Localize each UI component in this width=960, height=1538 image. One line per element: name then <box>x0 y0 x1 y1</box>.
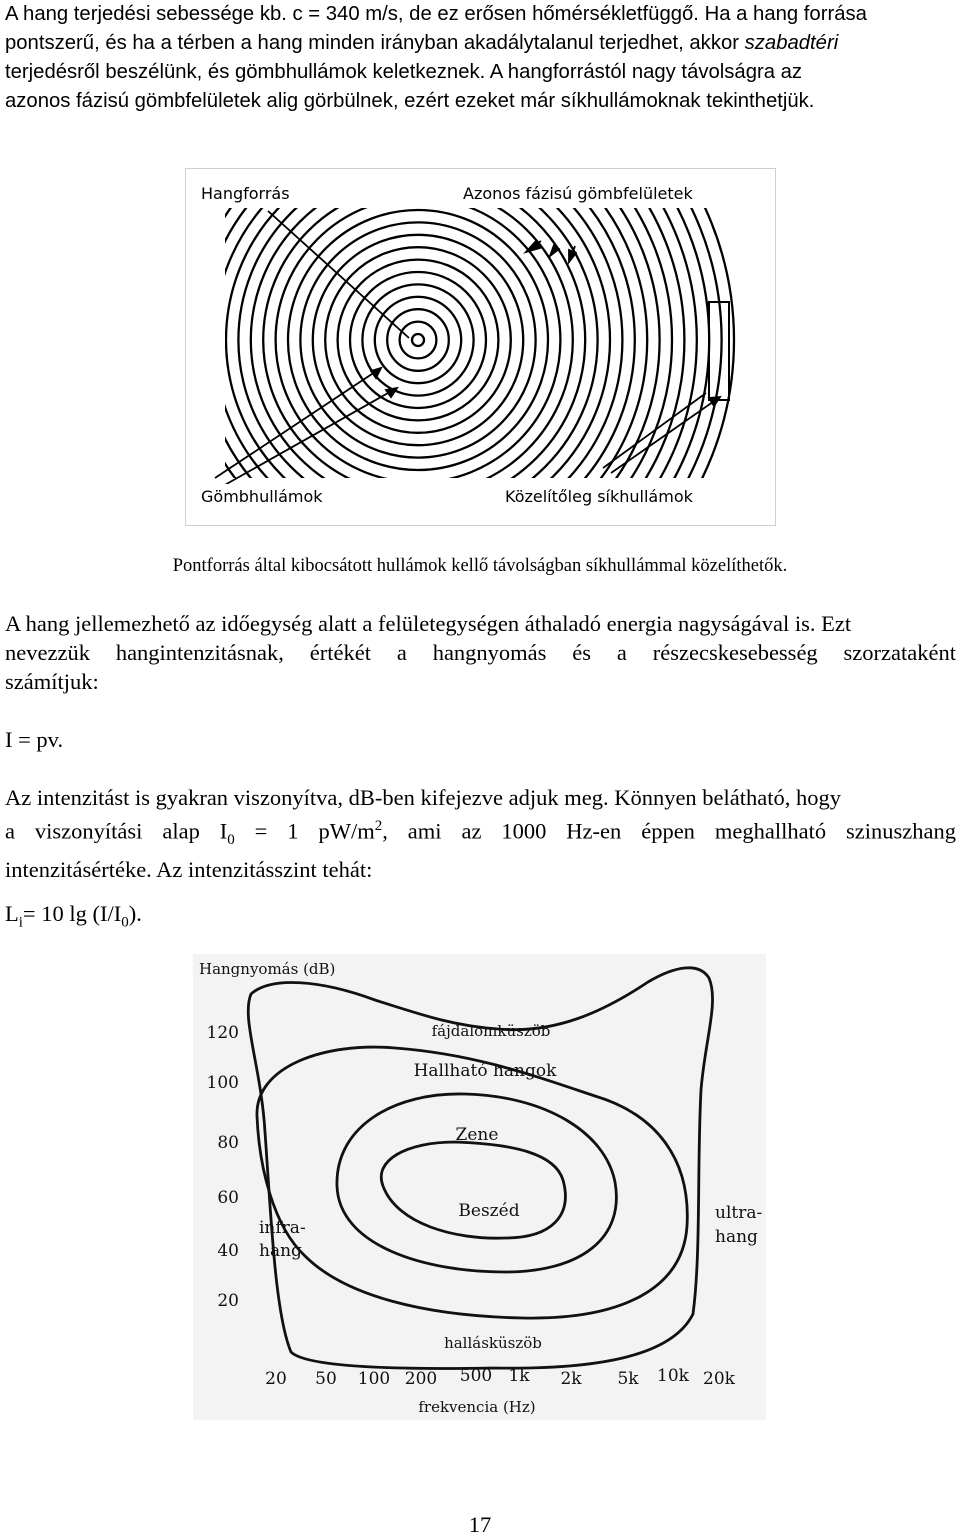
formula-level <box>5 899 956 938</box>
y-tick-label: 120 <box>206 1023 239 1043</box>
label-spherical-waves: Gömbhullámok <box>201 487 323 506</box>
label-plane-waves: Közelítőleg síkhullámok <box>505 487 693 506</box>
paragraph-sound-speed <box>5 0 956 116</box>
x-tick-label: 1k <box>508 1366 530 1386</box>
text-line: A hang terjedési sebessége kb. c = 340 m/s, de ez erősen hőmérsékletfüggő. Ha a hang forrása <box>5 3 867 25</box>
y-tick-label: 20 <box>217 1291 239 1311</box>
text-line: Az intenzitást is gyakran viszonyítva, dB-ben kifejezve adjuk meg. Könnyen belátható, hogy <box>5 785 842 810</box>
formula-part: ). <box>128 901 142 926</box>
formula-intensity: I = pv. <box>5 727 64 752</box>
text-span: a viszonyítási alap I <box>5 818 228 844</box>
x-tick-label: 20 <box>265 1369 287 1389</box>
y-tick-label: 60 <box>217 1188 239 1208</box>
hearing-area-chart <box>193 954 766 1420</box>
region-label-audible: Hallható hangok <box>413 1061 557 1081</box>
x-tick-label: 10k <box>657 1366 689 1386</box>
y-tick-label: 100 <box>206 1073 239 1093</box>
paragraph-intensity <box>5 609 956 696</box>
ultrasound-label: ultra- <box>715 1203 763 1223</box>
x-tick-label: 100 <box>357 1369 391 1389</box>
y-tick-label: 80 <box>217 1133 239 1153</box>
figure-frame <box>186 169 776 526</box>
infrasound-label: hang <box>259 1241 302 1261</box>
wave-propagation-figure <box>185 168 776 526</box>
y-axis-label: Hangnyomás (dB) <box>199 960 336 978</box>
text-span: , ami az 1000 Hz-en éppen meghallható szinuszhang <box>382 818 956 844</box>
x-tick-label: 50 <box>315 1369 337 1389</box>
text-line <box>5 29 956 58</box>
page-number: 17 <box>468 1512 492 1537</box>
ultrasound-label: hang <box>715 1227 758 1247</box>
label-source: Hangforrás <box>201 184 290 203</box>
x-tick-label: 20k <box>703 1369 735 1389</box>
text-line: azonos fázisú gömbfelületek alig görbülnek, ezért ezeket már síkhullámoknak tekinthetjük. <box>5 90 815 112</box>
subscript: 0 <box>227 832 235 848</box>
x-axis-label: frekvencia (Hz) <box>418 1398 536 1416</box>
superscript: 2 <box>374 818 383 834</box>
italic-term: szabadtéri <box>744 32 839 54</box>
text-span: pontszerű, és ha a térben a hang minden irányban akadálytalanul terjedhet, akkor <box>5 32 739 54</box>
text-line <box>5 812 956 855</box>
region-label-music: Zene <box>455 1125 499 1145</box>
subscript: 0 <box>121 914 129 931</box>
text-line: A hang jellemezhető az időegység alatt a felületegységen áthaladó energia nagyságával is. Ezt <box>5 611 852 636</box>
text-line: nevezzük hangintenzitásnak, értékét a hangnyomás és a részecskesebesség szorzataként <box>5 640 956 665</box>
label-phase-surfaces: Azonos fázisú gömbfelületek <box>463 184 693 203</box>
formula-part: = 10 lg (I/I <box>22 901 122 926</box>
x-tick-label: 5k <box>617 1369 639 1389</box>
text-line: számítjuk: <box>5 669 99 694</box>
y-tick-label: 40 <box>217 1241 239 1261</box>
subscript: i <box>18 914 23 931</box>
text-line: intenzitásértéke. Az intenzitásszint tehát: <box>5 857 373 882</box>
figure-caption: Pontforrás által kibocsátott hullámok kellő távolságban síkhullámmal közelíthetők. <box>172 556 788 576</box>
region-label-hearing-threshold: hallásküszöb <box>444 1334 542 1352</box>
x-tick-label: 200 <box>404 1369 438 1389</box>
paragraph-reference <box>5 783 956 884</box>
x-tick-label: 500 <box>459 1366 493 1386</box>
text-line: terjedésről beszélünk, és gömbhullámok keletkeznek. A hangforrástól nagy távolságra az <box>5 61 803 83</box>
infrasound-label: infra- <box>259 1218 306 1238</box>
x-tick-label: 2k <box>560 1369 582 1389</box>
formula-part: L <box>5 901 19 926</box>
text-span: = 1 pW/m <box>234 818 375 844</box>
region-label-pain-threshold: fájdalomküszöb <box>431 1022 551 1040</box>
region-label-speech: Beszéd <box>458 1201 520 1221</box>
